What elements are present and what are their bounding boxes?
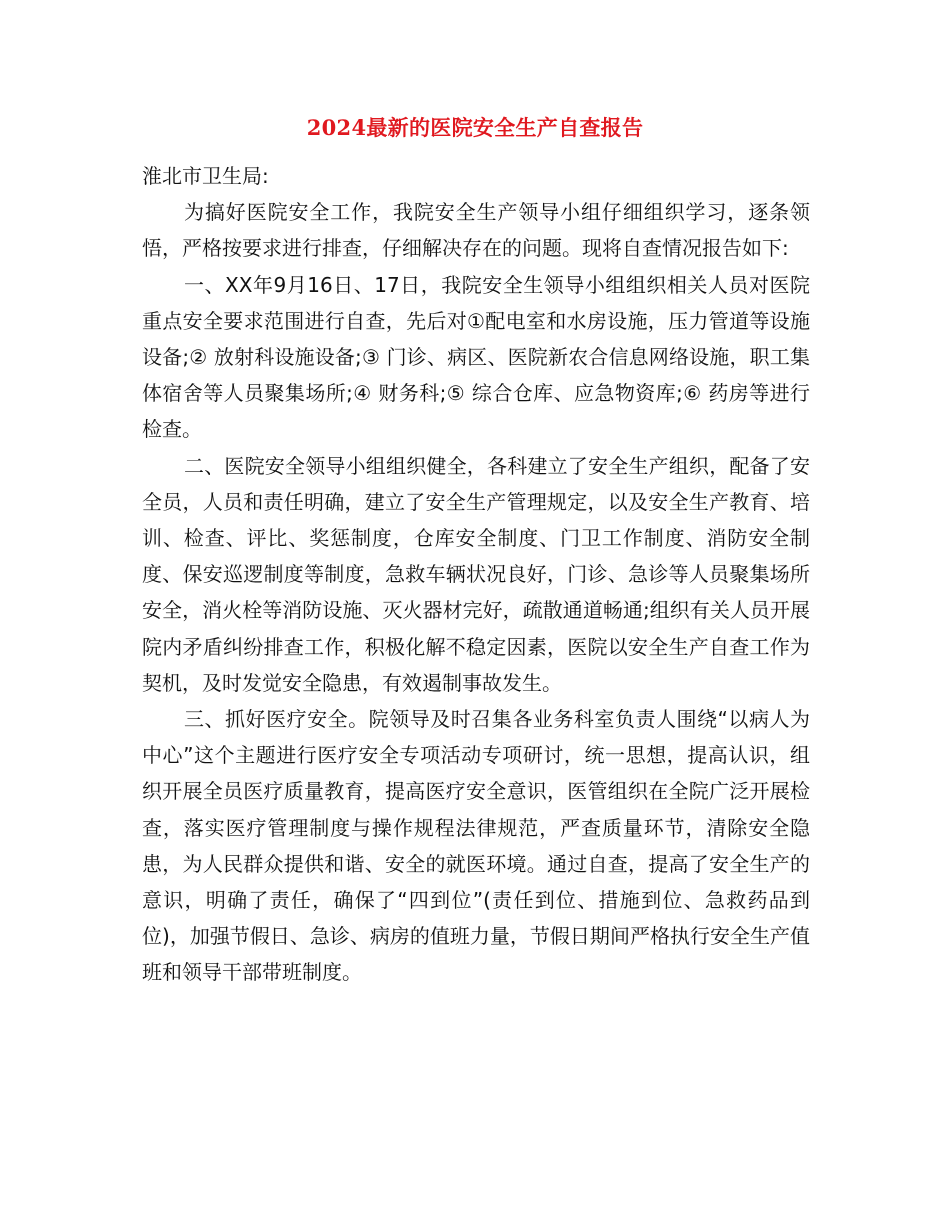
document-title: 2024最新的医院安全生产自查报告	[306, 115, 644, 140]
section-one-paragraph: 一、XX年9月16日、17日，我院安全生领导小组组织相关人员对医院重点安全要求范围进行自查，先后对①配电室和水房设施，压力管道等设施设备;② 放射科设施设备;③ 门诊、病区、医院新农合信息网络设施，职工集体宿舍等人员聚集场所;④ 财务科;⑤ 综合仓库、应急物资库;⑥ 药房等进行检查。	[142, 272, 810, 442]
salutation: 淮北市卫生局:	[142, 164, 269, 188]
intro-paragraph: 为搞好医院安全工作，我院安全生产领导小组仔细组织学习，逐条领悟，严格按要求进行排查，仔细解决存在的问题。现将自查情况报告如下:	[142, 200, 810, 261]
document-body	[142, 158, 810, 991]
section-three-paragraph: 三、抓好医疗安全。院领导及时召集各业务科室负责人围绕“以病人为中心”这个主题进行医疗安全专项活动专项研讨，统一思想，提高认识，组织开展全员医疗质量教育，提高医疗安全意识，医管组织在全院广泛开展检查，落实医疗管理制度与操作规程法律规范，严查质量环节，清除安全隐患，为人民群众提供和谐、安全的就医环境。通过自查，提高了安全生产的意识，明确了责任，确保了“四到位”(责任到位、措施到位、急救药品到位)，加强节假日、急诊、病房的值班力量，节假日期间严格执行安全生产值班和领导干部带班制度。	[142, 707, 810, 985]
section-two-paragraph: 二、医院安全领导小组组织健全，各科建立了安全生产组织，配备了安全员，人员和责任明确，建立了安全生产管理规定，以及安全生产教育、培训、检查、评比、奖惩制度，仓库安全制度、门卫工作制度、消防安全制度、保安巡逻制度等制度，急救车辆状况良好，门诊、急诊等人员聚集场所安全，消火栓等消防设施、灭火器材完好，疏散通道畅通;组织有关人员开展院内矛盾纠纷排查工作，积极化解不稳定因素，医院以安全生产自查工作为契机，及时发觉安全隐患，有效遏制事故发生。	[142, 453, 810, 695]
